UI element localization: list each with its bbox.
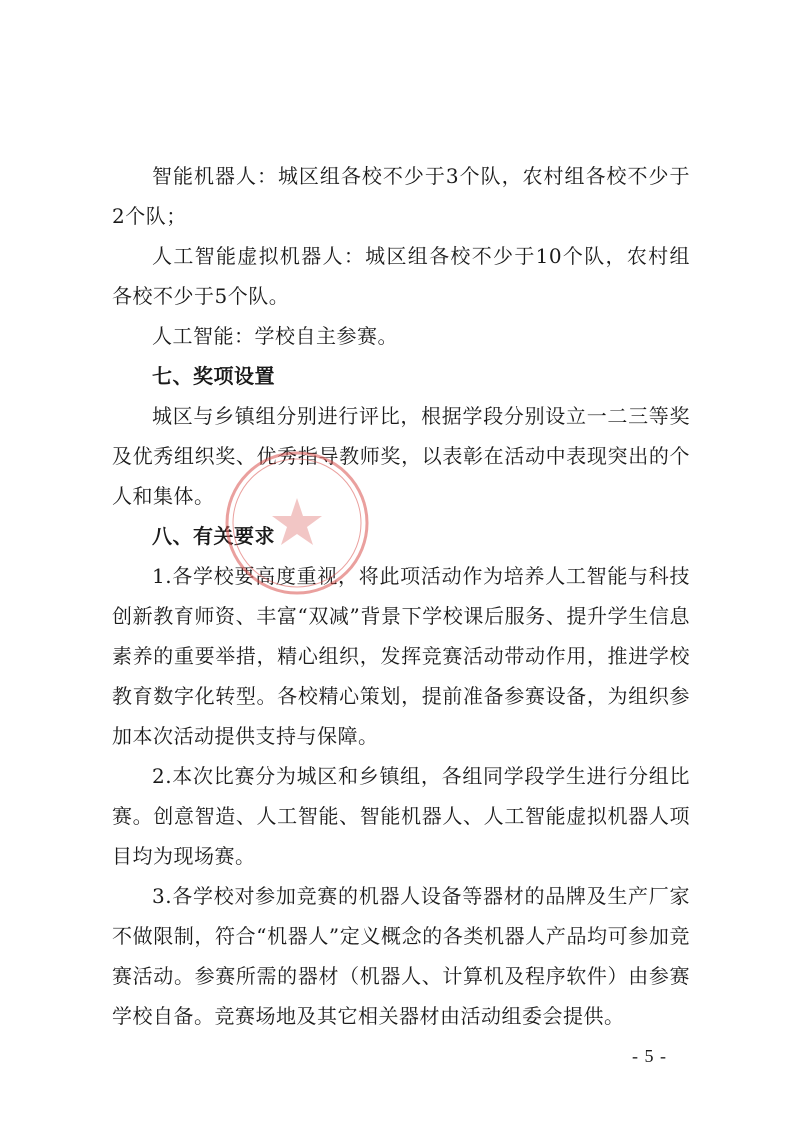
page-number: - 5 - [632,1046,667,1066]
paragraph-virtual-robot-team-quota: 人工智能虚拟机器人：城区组各校不少于10个队，农村组各校不少于5个队。 [112,244,690,308]
section-heading-awards: 七、奖项设置 [152,364,275,388]
paragraph-awards: 城区与乡镇组分别进行评比，根据学段分别设立一二三等奖及优秀组织奖、优秀指导教师奖，以表彰在活动中表现突出的个人和集体。 [112,404,690,508]
paragraph-requirement-1: 1.各学校要高度重视，将此项活动作为培养人工智能与科技创新教育师资、丰富“双减”背景下学校课后服务、提升学生信息素养的重要举措，精心组织，发挥竞赛活动带动作用，推进学校教育数字化转型。各校精心策划，提前准备参赛设备，为组织参加本次活动提供支持与保障。 [112,564,690,748]
paragraph-requirement-3: 3.各学校对参加竞赛的机器人设备等器材的品牌及生产厂家不做限制，符合“机器人”定义概念的各类机器人产品均可参加竞赛活动。参赛所需的器材（机器人、计算机及程序软件）由参赛学校自备。竞赛场地及其它相关器材由活动组委会提供。 [112,884,690,1028]
section-heading-requirements: 八、有关要求 [152,524,275,548]
document-body [112,156,690,1036]
paragraph-ai-participation: 人工智能：学校自主参赛。 [152,324,398,348]
paragraph-robot-team-quota: 智能机器人：城区组各校不少于3个队，农村组各校不少于2个队； [112,164,690,228]
paragraph-requirement-2: 2.本次比赛分为城区和乡镇组，各组同学段学生进行分组比赛。创意智造、人工智能、智能机器人、人工智能虚拟机器人项目均为现场赛。 [112,764,690,868]
